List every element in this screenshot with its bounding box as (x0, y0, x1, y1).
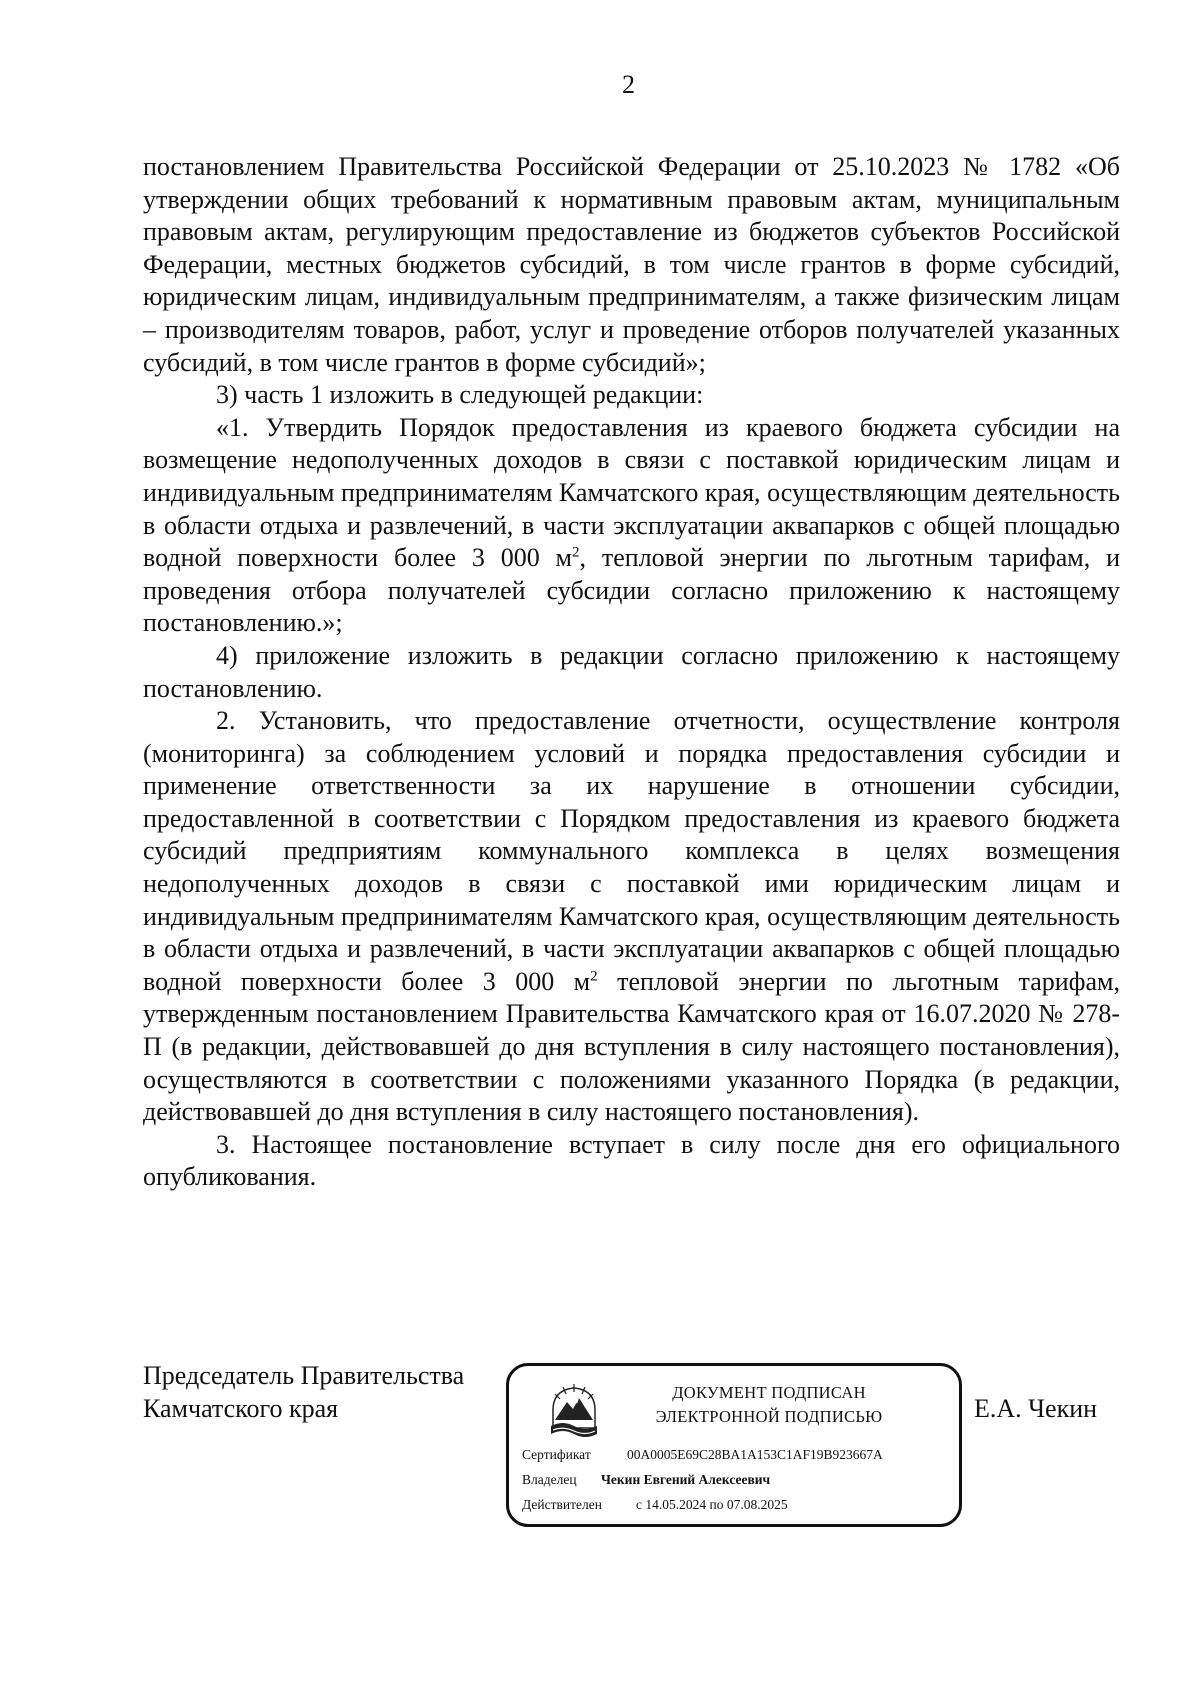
quote-text-start: «1. Утвердить Порядок предоставления из краевого бюджета субсидии на возмещение недополученных доходов в связи с поставкой юридическим лицам и индивидуальным предпринимателям Камчатского края, осуществляющим деятельность в области отдыха и развлечений, в части эксплуатации аквапарков с общей площадью водной поверхности более 3 000 м (143, 412, 1120, 573)
stamp-certificate-row (522, 1446, 883, 1464)
position-line-2: Камчатского края (143, 1394, 339, 1423)
paragraph-continuation: постановлением Правительства Российской Федерации от 25.10.2023 № 1782 «Об утверждении общих требований к нормативным правовым актам, муниципальным правовым актам, регулирующим предоставление из бюджетов субъектов Российской Федерации, местных бюджетов субсидий, в том числе грантов в форме субсидий, юридическим лицам, индивидуальным предпринимателям, а также физическим лицам – производителям товаров, работ, услуг и проведение отборов получателей указанных субсидий, в том числе грантов в форме субсидий»; (143, 152, 1120, 377)
stamp-header-line-2: ЭЛЕКТРОННОЙ ПОДПИСЬЮ (655, 1407, 883, 1426)
stamp-header-line-1: ДОКУМЕНТ ПОДПИСАН (672, 1383, 866, 1402)
certificate-value: 00A0005E69C28BA1A153C1AF19B923667A (627, 1447, 883, 1462)
quote-text-end: , тепловой энергии по льготным тарифам, и проведения отбора получателей субсидии согласно приложению к настоящему постановлению.»; (143, 543, 1120, 638)
stamp-owner-row (522, 1471, 771, 1489)
signatory-name: Е.А. Чекин (974, 1394, 1098, 1423)
kamchatka-emblem-icon (545, 1382, 603, 1442)
point-2-text-end: тепловой энергии по льготным тарифам, утвержденным постановлением Правительства Камчатского края от 16.07.2020 № 278-П (в редакции, действовавшей до дня вступления в силу настоящего постановления), осуществляются в соответствии с положениями указанного Порядка (в редакции, действовавшей до дня вступления в силу настоящего постановления). (143, 966, 1120, 1127)
position-line-1: Председатель Правительства (143, 1361, 465, 1390)
electronic-signature-stamp (506, 1363, 962, 1527)
validity-label: Действителен (522, 1497, 602, 1512)
point-2-text-start: 2. Установить, что предоставление отчетности, осуществление контроля (мониторинга) за соблюдением условий и порядка предоставления субсидии и применение ответственности за их нарушение в отношении субсидии, предоставленной в соответствии с Порядком предоставления из краевого бюджета субсидий предприятиям коммунального комплекса в целях возмещения недополученных доходов в связи с поставкой ими юридическим лицам и индивидуальным предпринимателям Камчатского края, осуществляющим деятельность в области отдыха и развлечений, в части эксплуатации аквапарков с общей площадью водной поверхности более 3 000 м (143, 706, 1120, 996)
stamp-header (619, 1381, 919, 1429)
paragraph-item-3: 3) часть 1 изложить в следующей редакции: (216, 380, 704, 410)
paragraph-point-2 (143, 705, 1120, 1129)
paragraph-point-3: 3. Настоящее постановление вступает в силу после дня его официального опубликования. (143, 1129, 1120, 1192)
superscript: 2 (572, 544, 580, 561)
owner-value: Чекин Евгений Алексеевич (601, 1472, 771, 1487)
paragraph-quoted-part-1 (143, 412, 1120, 640)
owner-label: Владелец (522, 1472, 577, 1487)
paragraph-item-4: 4) приложение изложить в редакции согласно приложению к настоящему постановлению. (143, 640, 1120, 703)
document-body (143, 151, 1120, 1194)
superscript: 2 (590, 968, 598, 985)
page-number: 2 (622, 70, 635, 99)
validity-value: с 14.05.2024 по 07.08.2025 (636, 1497, 788, 1512)
certificate-label: Сертификат (522, 1447, 591, 1462)
signatory-position (143, 1359, 464, 1425)
stamp-validity-row (522, 1496, 788, 1514)
